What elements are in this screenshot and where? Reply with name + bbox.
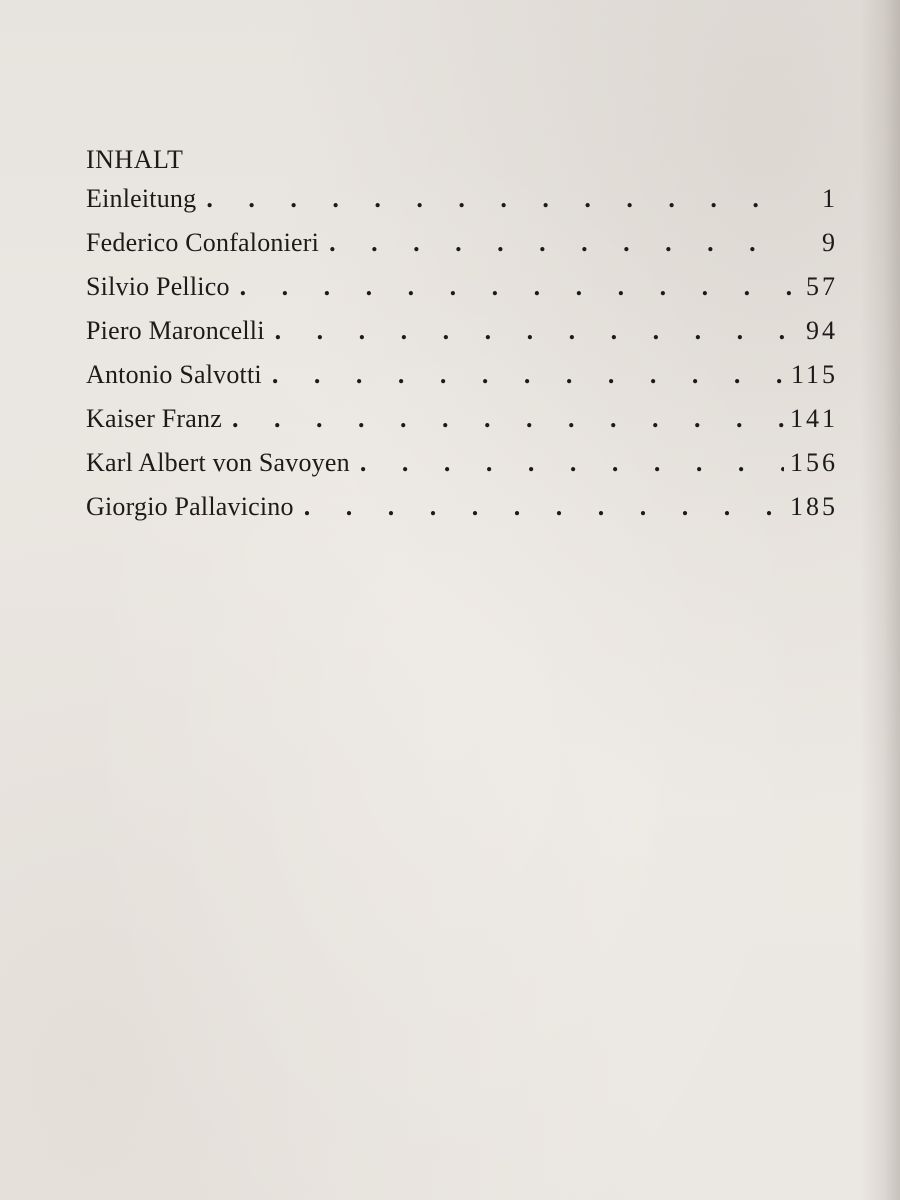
dot-leader xyxy=(304,492,784,522)
toc-entry xyxy=(86,492,838,536)
entry-title: Einleitung xyxy=(86,184,197,213)
entry-page-number: 9 xyxy=(822,228,838,257)
entry-title: Piero Maroncelli xyxy=(86,316,265,345)
dot-leader xyxy=(272,360,785,390)
entry-title: Giorgio Pallavicino xyxy=(86,492,294,521)
toc-heading: INHALT xyxy=(86,145,184,174)
toc-entry xyxy=(86,272,838,316)
toc-entry xyxy=(86,360,838,404)
dot-leader xyxy=(206,184,792,214)
dot-leader xyxy=(360,448,784,478)
entry-page-number: 156 xyxy=(790,448,838,477)
entry-title: Silvio Pellico xyxy=(86,272,230,301)
dot-leader xyxy=(329,228,792,258)
entry-page-number: 94 xyxy=(806,316,838,345)
dot-leader xyxy=(240,272,792,302)
entry-page-number: 115 xyxy=(790,360,838,389)
dot-leader xyxy=(275,316,792,346)
entry-page-number: 57 xyxy=(806,272,838,301)
toc-entry xyxy=(86,184,838,228)
dot-leader xyxy=(232,404,784,434)
page-edge-shadow xyxy=(860,0,900,1200)
toc-list xyxy=(86,184,838,536)
entry-title: Antonio Salvotti xyxy=(86,360,262,389)
toc-entry xyxy=(86,448,838,492)
entry-title: Karl Albert von Savoyen xyxy=(86,448,350,477)
entry-title: Federico Confalonieri xyxy=(86,228,320,257)
entry-page-number: 141 xyxy=(790,404,838,433)
toc-entry xyxy=(86,316,838,360)
entry-title: Kaiser Franz xyxy=(86,404,222,433)
toc-entry xyxy=(86,404,838,448)
entry-page-number: 185 xyxy=(790,492,838,521)
toc-entry xyxy=(86,228,838,272)
entry-page-number: 1 xyxy=(822,184,838,213)
table-of-contents xyxy=(86,140,838,536)
